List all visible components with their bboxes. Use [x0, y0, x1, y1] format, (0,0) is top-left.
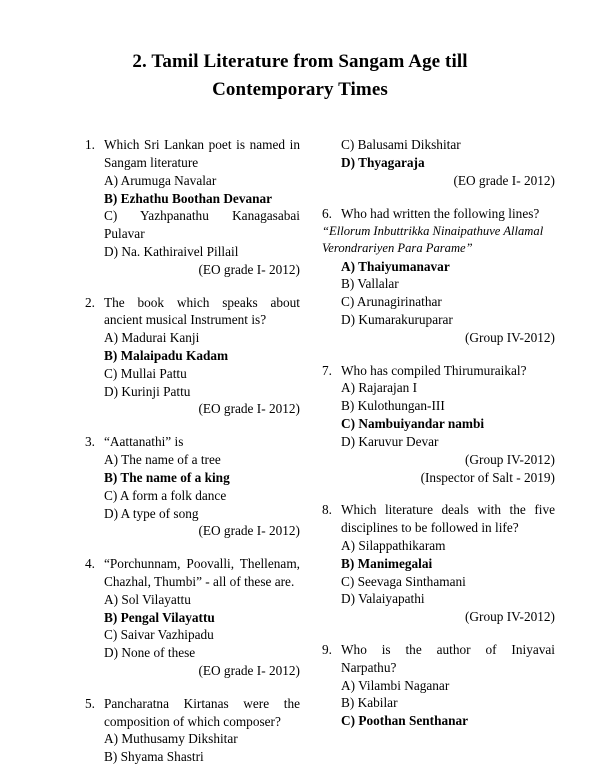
option-item[interactable]: C) Arunagirinathar	[341, 294, 442, 310]
question-number: 9.	[322, 642, 332, 658]
option-item[interactable]: D) None of these	[104, 645, 196, 661]
exam-source-tag: (Inspector of Salt - 2019)	[420, 469, 555, 485]
option-item[interactable]: A) The name of a tree	[104, 452, 221, 468]
option-list	[85, 172, 300, 261]
option-item[interactable]: D) Karuvur Devar	[341, 433, 439, 449]
question-block	[322, 136, 555, 189]
page-title: 2. Tamil Literature from Sangam Age till Contemporary Times	[132, 51, 468, 100]
question-stem	[322, 362, 555, 380]
question-number: 2.	[85, 294, 95, 310]
option-list	[85, 329, 300, 400]
question-text: Who had written the following lines?	[341, 205, 540, 221]
question-number: 8.	[322, 502, 332, 518]
option-list	[322, 258, 555, 329]
option-item[interactable]: A) Vilambi Naganar	[341, 677, 450, 693]
question-stem	[85, 433, 300, 451]
exam-source-tag: (EO grade I- 2012)	[198, 523, 300, 539]
option-item-correct[interactable]: B) Ezhathu Boothan Devanar	[104, 190, 273, 206]
question-number: 7.	[322, 362, 332, 378]
option-item[interactable]: B) Shyama Shastri	[104, 749, 204, 765]
option-item[interactable]: C) Balusami Dikshitar	[341, 137, 461, 153]
option-item[interactable]: C) A form a folk dance	[104, 487, 227, 503]
exam-source-tag: (EO grade I- 2012)	[453, 172, 555, 188]
option-item[interactable]: B) Kabilar	[341, 695, 398, 711]
option-item[interactable]: B) Vallalar	[341, 276, 399, 292]
option-item-correct[interactable]: C) Poothan Senthanar	[341, 713, 469, 729]
exam-source-tag: (Group IV-2012)	[465, 609, 555, 625]
exam-source-tag: (Group IV-2012)	[465, 329, 555, 345]
question-block	[322, 501, 555, 626]
question-text: Pancharatna Kirtanas were the composition of which composer?	[104, 695, 300, 729]
question-block	[85, 555, 300, 680]
question-stem	[322, 501, 555, 537]
option-item-correct[interactable]: B) The name of a king	[104, 469, 230, 485]
question-number: 5.	[85, 695, 95, 711]
option-item[interactable]: C) Seevaga Sinthamani	[341, 573, 466, 589]
option-list	[322, 677, 555, 730]
option-item[interactable]: A) Sol Vilayattu	[104, 591, 191, 607]
question-number: 4.	[85, 556, 95, 572]
option-item[interactable]: D) Valaiyapathi	[341, 591, 425, 607]
option-item[interactable]: B) Kulothungan-III	[341, 398, 445, 414]
question-stem	[85, 294, 300, 330]
option-item-correct[interactable]: B) Pengal Vilayattu	[104, 609, 215, 625]
option-item[interactable]: A) Silappathikaram	[341, 537, 446, 553]
question-number: 1.	[85, 137, 95, 153]
option-item[interactable]: D) Kumarakuruparar	[341, 312, 453, 328]
option-item[interactable]: D) Kurinji Pattu	[104, 383, 191, 399]
option-list	[322, 379, 555, 450]
question-stem	[85, 555, 300, 591]
option-item[interactable]: C) Yazhpanathu Kanagasabai Pulavar	[104, 208, 300, 242]
option-item-correct[interactable]: B) Manimegalai	[341, 555, 433, 571]
option-item[interactable]: C) Saivar Vazhipadu	[104, 627, 214, 643]
option-list	[322, 537, 555, 608]
exam-source-tag: (Group IV-2012)	[465, 451, 555, 467]
option-item[interactable]: C) Mullai Pattu	[104, 365, 187, 381]
question-number: 3.	[85, 434, 95, 450]
option-item[interactable]: A) Madurai Kanji	[104, 330, 200, 346]
exam-source-tag: (EO grade I- 2012)	[198, 663, 300, 679]
question-text: Who has compiled Thirumuraikal?	[341, 362, 527, 378]
exam-source-tag: (EO grade I- 2012)	[198, 401, 300, 417]
question-block	[85, 136, 300, 279]
question-stem	[85, 695, 300, 731]
option-item[interactable]: A) Muthusamy Dikshitar	[104, 731, 238, 747]
question-text: Which literature deals with the five disciplines to be followed in life?	[341, 502, 555, 536]
question-block	[85, 695, 300, 766]
question-block	[85, 294, 300, 419]
option-list	[85, 451, 300, 522]
right-column	[322, 136, 555, 766]
question-stem	[322, 205, 555, 223]
option-item[interactable]: D) A type of song	[104, 505, 199, 521]
option-item[interactable]: A) Rajarajan I	[341, 380, 418, 396]
question-text: “Porchunnam, Poovalli, Thellenam, Chazhal, Thumbi” - all of these are.	[104, 556, 300, 589]
option-item[interactable]: A) Arumuga Navalar	[104, 172, 217, 188]
question-text: Who is the author of Iniyavai Narpathu?	[341, 642, 555, 675]
question-block	[322, 641, 555, 730]
option-item-correct[interactable]: A) Thaiyumanavar	[341, 258, 450, 274]
option-item[interactable]: D) Na. Kathiraivel Pillail	[104, 243, 239, 259]
question-text: Which Sri Lankan poet is named in Sangam literature	[104, 137, 300, 170]
question-stem	[322, 641, 555, 677]
question-block	[85, 433, 300, 540]
two-column-body	[0, 103, 600, 766]
question-stem	[85, 136, 300, 172]
exam-source-tag: (EO grade I- 2012)	[198, 261, 300, 277]
option-list	[85, 591, 300, 662]
option-item-correct[interactable]: D) Thyagaraja	[341, 154, 425, 170]
option-list	[322, 136, 555, 172]
option-item-correct[interactable]: C) Nambuiyandar nambi	[341, 416, 485, 432]
left-column	[85, 136, 300, 766]
question-text: “Aattanathi” is	[104, 434, 184, 450]
question-number: 6.	[322, 205, 332, 221]
question-text: The book which speaks about ancient musical Instrument is?	[104, 294, 300, 328]
question-quote: “Ellorum Inbuttrikka Ninaipathuve Allamal Verondrariyen Para Parame”	[322, 224, 544, 256]
question-block	[322, 362, 555, 487]
option-item-correct[interactable]: B) Malaipadu Kadam	[104, 348, 229, 364]
question-block	[322, 205, 555, 347]
